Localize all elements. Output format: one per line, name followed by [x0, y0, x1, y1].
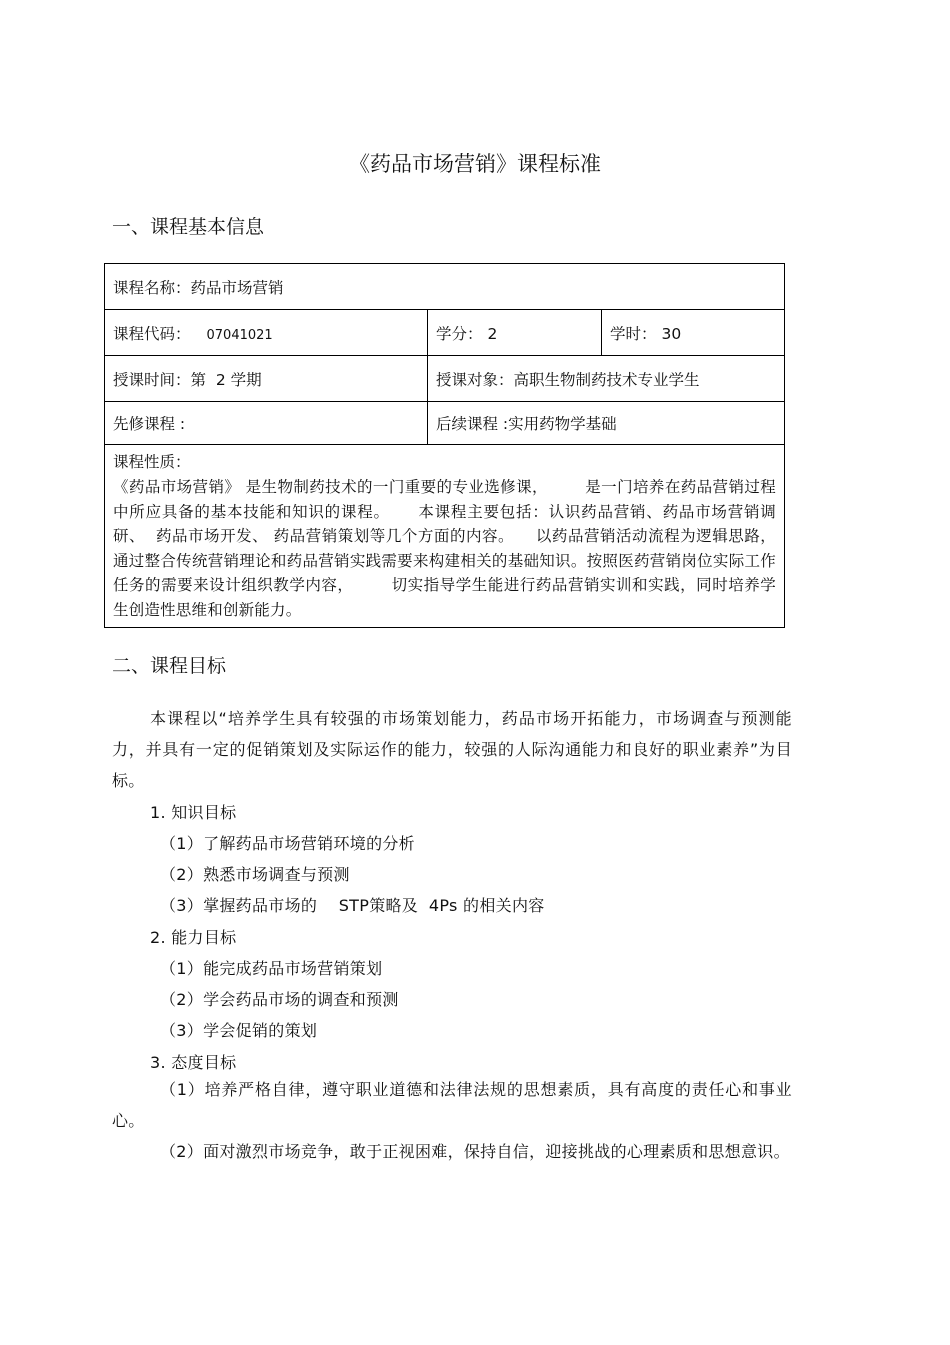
credit-label: 学分：	[436, 324, 483, 343]
list-item: （2）熟悉市场调查与预测	[160, 865, 350, 884]
course-nature-text: 《药品市场营销》 是生物制药技术的一门重要的专业选修课， 是一门培养在药品营销过程中所应具备的基本技能和知识的课程。 本课程主要包括：认识药品营销、药品市场营销调研、 药品市场开发、 药品营销策划等几个方面的内容。 以药品营销活动流程为逻辑思路， 通过整合传统营销理论和药品营销实践需要来构建相关的基础知识。按照医药营销岗位实际工作任务的需要来设计组织教学内容， 切实指导学生能进行药品营销实训和实践，同时培养学生创造性思维和创新能力。	[113, 478, 787, 619]
term-value: 第 2 学期	[190, 370, 262, 389]
follow-label: 后续课程 :	[436, 415, 509, 433]
list-item: （1）了解药品市场营销环境的分析	[160, 834, 415, 853]
follow-value: 实用药物学基础	[508, 415, 617, 433]
hours-cell	[602, 310, 785, 356]
table-row	[105, 402, 785, 445]
hours-value: 30	[661, 324, 682, 343]
table-row	[105, 264, 785, 310]
hours-label: 学时：	[610, 324, 657, 343]
list-item: （1）能完成药品市场营销策划	[160, 959, 383, 978]
table-row	[105, 445, 785, 628]
table-row	[105, 356, 785, 402]
course-nature-label: 课程性质：	[113, 453, 191, 471]
audience-label: 授课对象：	[436, 370, 514, 389]
attitude-goals-title: 3. 态度目标	[150, 1053, 237, 1072]
ability-goals-title: 2. 能力目标	[150, 928, 237, 947]
list-item: （3）学会促销的策划	[160, 1021, 318, 1040]
term-cell	[105, 356, 428, 402]
course-name-label: 课程名称：	[113, 278, 191, 297]
prereq-cell	[105, 402, 428, 445]
prereq-label: 先修课程 :	[113, 415, 186, 433]
knowledge-goals-title: 1. 知识目标	[150, 803, 237, 822]
course-nature-cell	[105, 445, 785, 628]
course-info-table	[104, 263, 785, 628]
list-item: （1）培养严格自律，遵守职业道德和法律法规的思想素质，具有高度的责任心和事业心。	[112, 1080, 792, 1130]
credit-cell	[428, 310, 602, 356]
goals-intro: 本课程以“培养学生具有较强的市场策划能力，药品市场开拓能力，市场调查与预测能力，并具有一定的促销策划及实际运作的能力，较强的人际沟通能力和良好的职业素养”为目标。	[112, 709, 792, 790]
course-code-cell	[105, 310, 428, 356]
course-code-value: 07041021	[206, 327, 273, 343]
list-item: （3）掌握药品市场的 STP策略及 4Ps 的相关内容	[160, 896, 545, 915]
audience-cell	[428, 356, 785, 402]
table-row	[105, 310, 785, 356]
section-heading-goals: 二、课程目标	[112, 655, 227, 677]
audience-value: 高职生物制药技术专业学生	[513, 370, 700, 389]
term-label: 授课时间：	[113, 370, 191, 389]
course-name-value: 药品市场营销	[190, 278, 284, 297]
section-heading-basic-info: 一、课程基本信息	[112, 216, 265, 238]
follow-cell	[428, 402, 785, 445]
course-name-cell	[105, 264, 785, 310]
page-title: 《药品市场营销》课程标准	[349, 152, 601, 176]
list-item: （2）面对激烈市场竞争，敢于正视困难，保持自信，迎接挑战的心理素质和思想意识。	[160, 1142, 790, 1161]
list-item: （2）学会药品市场的调查和预测	[160, 990, 399, 1009]
course-code-label: 课程代码：	[113, 324, 191, 343]
credit-value: 2	[487, 324, 498, 343]
